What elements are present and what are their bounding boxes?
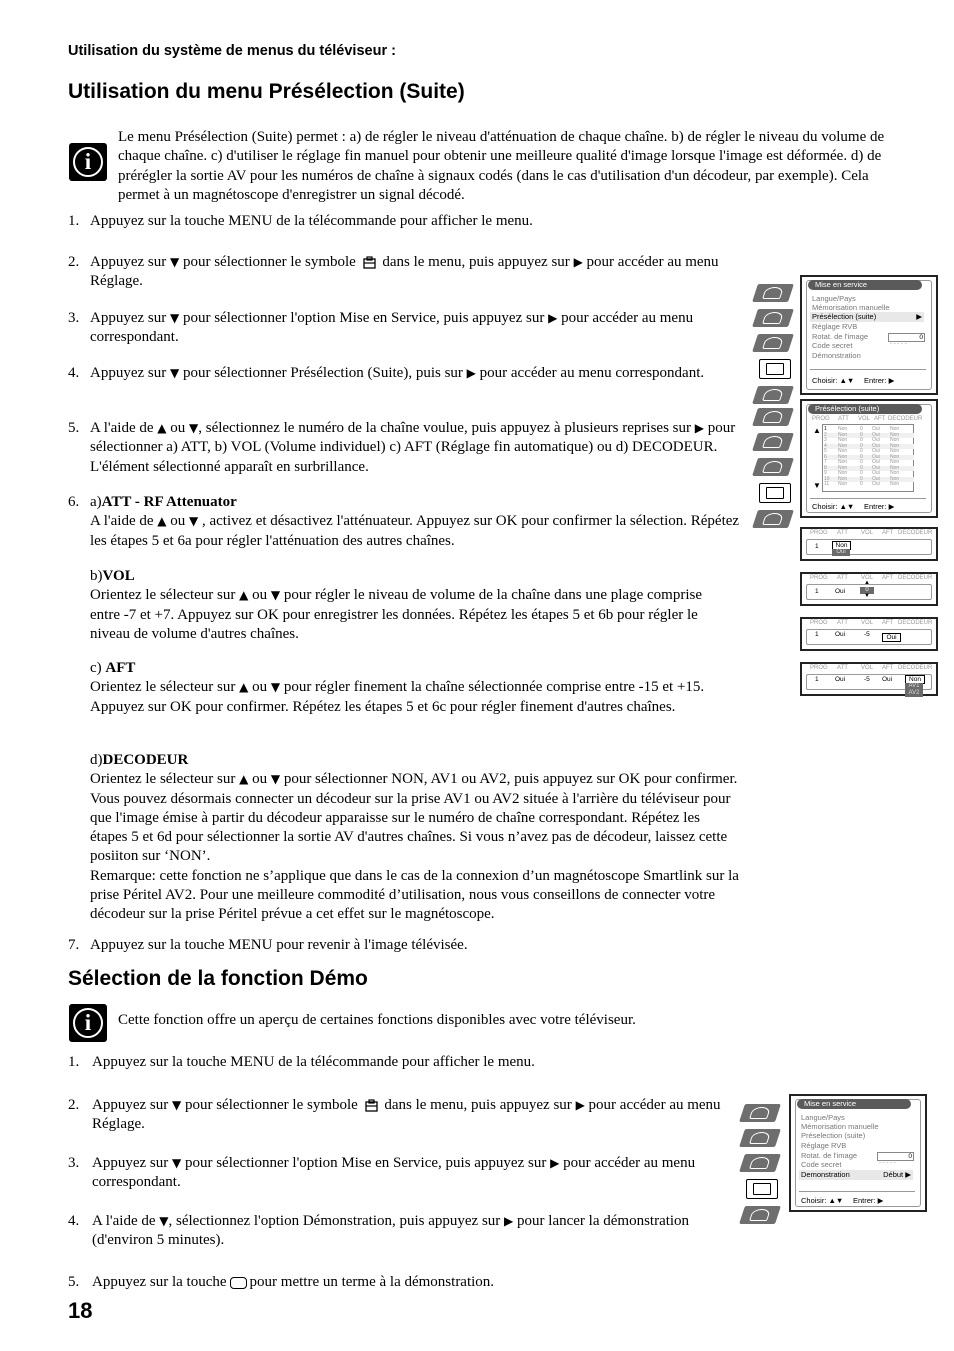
up-arrow-icon: ▲ [239, 588, 249, 603]
preset-cell: 0 [860, 481, 863, 487]
preset-cell: 0 [860, 464, 863, 471]
preset-cell: 4 [824, 442, 827, 449]
preset-cell: Non [838, 481, 848, 487]
osd-footer-choose: Choisir: ▲▼ [801, 1196, 844, 1205]
preset-cell: Non [890, 453, 900, 460]
step-6b: b)VOL Orientez le sélecteur sur ▲ ou ▼ pour régler le niveau de volume de la chaîne dans une plage comprise entre -7 et +7. Appuyez sur OK pour enregistrer les données. Répétez les étapes 5 et 6b pour régler le niveau de volume d'autres chaînes. [90, 568, 702, 642]
preset-cell: Non [838, 459, 848, 465]
step-3: Appuyez sur ▼ pour sélectionner l'option Mise en Service, puis appuyez sur ▶ pour accéder au menu correspondant. [90, 310, 694, 346]
down-arrow-icon: ▼ [169, 366, 180, 380]
setup-icon [759, 483, 791, 503]
preset-cell: 0 [860, 426, 863, 432]
step-number: 6. [68, 494, 80, 510]
section-title-preselection: Utilisation du menu Présélection (Suite) [68, 80, 465, 103]
scroll-down-icon: ▼ [813, 481, 821, 490]
preset-cell: Non [838, 442, 848, 449]
features-icon [752, 458, 794, 476]
intro-paragraph: Le menu Présélection (Suite) permet : a) de régler le niveau d'atténuation de chaque chaîne. b) de régler le niveau du volume de chaque chaîne. c) d'utiliser le réglage fin manuel pour obtenir une meilleure qualité d'image lorsque l'image est déformée. d) de prérégler la sortie AV pour les numéros de chaîne à signaux codés (dans le cas d'utilisation d'un décodeur, par exemple). Cela permet à un magnétoscope d'enregistrer un signal décodé. [118, 129, 885, 203]
setup-icon [746, 1179, 778, 1199]
code-value: - - - - - [879, 1160, 896, 1166]
down-arrow-icon: ▼ [169, 255, 180, 269]
preset-cell: Non [838, 426, 848, 432]
picture-icon [739, 1104, 781, 1122]
preset-cell: Non [838, 464, 848, 471]
demo-step-2: Appuyez sur ▼ pour sélectionner le symbole dans le menu, puis appuyez sur ▶ pour accéder au menu Réglage. [92, 1097, 721, 1133]
menu-icon-stack [755, 284, 795, 411]
preset-cell: Oui [872, 437, 880, 443]
down-arrow-icon: ▼ [270, 772, 281, 787]
scroll-up-icon: ▲ [813, 426, 821, 435]
features-icon [739, 1154, 781, 1172]
down-arrow-icon: ▼ [171, 1098, 182, 1112]
setup-toolbox-icon [365, 1099, 378, 1112]
right-arrow-icon: ▶ [575, 1098, 585, 1112]
menu-icon-stack [742, 1104, 782, 1231]
step-number: 7. [68, 937, 80, 953]
step-2: Appuyez sur ▼ pour sélectionner le symbole dans le menu, puis appuyez sur ▶ pour accéder au menu Réglage. [90, 254, 719, 290]
demo-step-1: Appuyez sur la touche MENU de la télécommande pour afficher le menu. [92, 1054, 535, 1070]
code-value: - - - - - [890, 341, 907, 347]
preset-cell: 8 [824, 464, 827, 471]
vol-highlight: 0 [860, 587, 874, 594]
preset-cell: 0 [860, 448, 863, 454]
picture-icon [752, 284, 794, 302]
osd-demo-menu: Mise en service Langue/Pays Mémorisation manuelle Préselection (suite) Réglage RVB Rotat. de l'image 0 Code secret - - - - - Demonstration Début ▶ Choisir: ▲▼ Entrer: ▶ [789, 1094, 927, 1212]
preset-cell: Non [890, 459, 900, 465]
osd-item-selected: Présélection (suite) ▶ [812, 312, 922, 321]
osd-footer-enter: Entrer: ▶ [864, 502, 895, 511]
up-arrow-icon: ▲ [239, 772, 249, 787]
preset-cell: Non [890, 437, 900, 443]
step-6d: d)DECODEUR Orientez le sélecteur sur ▲ ou ▼ pour sélectionner NON, AV1 ou AV2, puis appuyez sur OK pour confirmer. Vous pouvez désormais connecter un décodeur sur la prise AV1 ou AV2 située à l'arrière du téléviseur pour que l'image émise à partir du décodeur apparaisse sur le numéro de chaîne correspondant. Répétez les étapes 5 et 6d pour sélectionner la sortie AV d'autres chaînes. Si vous n’avez pas de décodeur, laissez cette posiiton sur ‘NON’. Remarque: cette fonction ne s’applique que dans le cas de la connexion d’un magnétoscope Smartlink sur la prise Péritel AV2. Pour une meilleure commodité d’utilisation, nous vous conseillons de connecter votre décodeur sur la prise Péritel prévue a cet effet sur le magnétoscope. [90, 752, 739, 923]
step-number: 4. [68, 365, 80, 381]
step-4: Appuyez sur ▼ pour sélectionner Présélection (Suite), puis sur ▶ pour accéder au menu correspondant. [90, 365, 705, 381]
preset-cell: Oui [872, 475, 880, 482]
demo-step-4: A l'aide de ▼, sélectionnez l'option Démonstration, puis appuyez sur ▶ pour lancer la démonstration (d'environ 5 minutes). [92, 1213, 690, 1249]
preset-cell: Oui [872, 426, 880, 432]
up-arrow-icon: ▲ [157, 514, 167, 529]
preset-cell: Non [890, 442, 900, 449]
step-number: 4. [68, 1213, 80, 1229]
preset-cell: 6 [824, 453, 827, 460]
preset-cell: Non [890, 470, 900, 476]
rotation-value: 0 [877, 1152, 914, 1161]
preset-cell: 0 [860, 453, 863, 460]
osd-strip-aft: PROG ATT VOL AFT DECODEUR 1 Oui -5 Oui [800, 617, 938, 651]
right-arrow-icon: ▶ [466, 366, 476, 380]
info-icon: i [69, 1004, 107, 1042]
up-arrow-icon: ▲ [239, 680, 249, 695]
right-arrow-icon: ▶ [504, 1214, 514, 1228]
preset-cell: 1 [824, 426, 827, 432]
step-number: 1. [68, 213, 80, 229]
demo-intro-paragraph: Cette fonction offre un aperçu de certaines fonctions disponibles avec votre téléviseur. [118, 1012, 636, 1028]
preset-cell: Oui [872, 464, 880, 471]
osd-footer-enter: Entrer: ▶ [864, 376, 895, 385]
preset-cell: Non [890, 426, 900, 432]
sound-icon [752, 433, 794, 451]
osd-title: Présélection (suite) [808, 404, 922, 414]
preset-cell: 10 [824, 475, 830, 482]
att-highlight: Non [832, 541, 851, 550]
step-number: 2. [68, 254, 80, 270]
preset-cell: 11 [824, 481, 830, 487]
page-number: 18 [68, 1298, 93, 1323]
preset-cell: Non [838, 448, 848, 454]
down-arrow-icon: ▼ [159, 1214, 169, 1228]
menu-button-icon [230, 1277, 247, 1289]
osd-title: Mise en service [797, 1099, 911, 1109]
teletext-icon [752, 510, 794, 528]
preset-cell: Non [838, 470, 848, 476]
osd-item: Mémorisation manuelle [812, 303, 890, 312]
preset-cell: Non [890, 431, 900, 438]
sound-icon [752, 309, 794, 327]
osd-strip-vol: PROG ATT VOL AFT DECODEUR 1 Oui ▲ 0 ▼ [800, 572, 938, 606]
preset-cell: 0 [860, 442, 863, 449]
preset-cell: 0 [860, 475, 863, 482]
preset-cell: 3 [824, 437, 827, 443]
att-option: Oui [832, 549, 850, 556]
preset-cell: Oui [872, 431, 880, 438]
osd-item-selected: Demonstration Début ▶ [801, 1170, 911, 1179]
osd-preselection-menu: Présélection (suite) PROG ATT VOL AFT DECODEUR ▲ ▼ 1 Non 0 Oui Non 2 Non 0 Oui Non 3 Non 0 Oui Non 4 Non 0 Oui Non 5 Non 0 Oui Non 6 Non 0 Oui Non 7 Non 0 Oui Non 8 Non 0 Oui Non 9 Non 0 Oui Non 10 Non 0 Oui Non 11 Non 0 Oui Non Choisir: ▲▼ Entrer: ▶ [800, 399, 938, 518]
preset-cell: Non [890, 475, 900, 482]
chapter-heading: Utilisation du système de menus du téléviseur : [68, 43, 396, 59]
step-number: 2. [68, 1097, 80, 1113]
right-arrow-icon: ▶ [550, 1156, 560, 1170]
step-5: A l'aide de ▲ ou ▼, sélectionnez le numéro de la chaîne voulue, puis appuyez à plusieurs reprises sur ▶ pour sélectionner a) ATT, b) VOL (Volume individuel) c) AFT (Réglage fin automatique) ou d) DECODEUR. L'élément sélectionné apparaît en surbrillance. [90, 420, 736, 475]
preset-cell: 2 [824, 431, 827, 438]
teletext-icon [752, 386, 794, 404]
preset-cell: Non [838, 437, 848, 443]
osd-item: Réglage RVB [812, 322, 858, 331]
osd-footer-enter: Entrer: ▶ [853, 1196, 884, 1205]
osd-title: Mise en service [808, 280, 922, 290]
preset-cell: Non [890, 481, 900, 487]
demo-step-3: Appuyez sur ▼ pour sélectionner l'option Mise en Service, puis appuyez sur ▶ pour accéder au menu correspondant. [92, 1155, 696, 1191]
preset-cell: Oui [872, 481, 880, 487]
right-arrow-icon: ▶ [548, 311, 558, 325]
setup-icon [759, 359, 791, 379]
step-number: 5. [68, 420, 80, 436]
decoder-option: AV2 [905, 690, 923, 697]
down-arrow-icon: ▼ [189, 514, 199, 529]
picture-icon [752, 408, 794, 426]
menu-icon-stack [755, 408, 795, 535]
info-icon: i [69, 143, 107, 181]
preset-cell: Non [838, 431, 848, 438]
features-icon [752, 334, 794, 352]
preset-cell: 0 [860, 437, 863, 443]
preset-cell: Non [838, 453, 848, 460]
down-arrow-icon: ▼ [270, 588, 281, 603]
down-arrow-icon: ▼ [189, 421, 199, 435]
preset-cell: 0 [860, 470, 863, 476]
step-1: Appuyez sur la touche MENU de la télécommande pour afficher le menu. [90, 213, 533, 229]
up-arrow-icon: ▲ [157, 421, 167, 435]
decoder-highlight: Non [905, 675, 925, 684]
step-6c: c) AFT Orientez le sélecteur sur ▲ ou ▼ pour régler finement la chaîne sélectionnée comprise entre -15 et +15. Appuyez sur OK pour confirmer. Répétez les étapes 5 et 6c pour régler finement d'autres chaînes. [90, 660, 705, 715]
demo-step-5: Appuyez sur la touche pour mettre un terme à la démonstration. [92, 1274, 495, 1290]
osd-item: Langue/Pays [812, 294, 856, 303]
aft-highlight: Oui [882, 633, 901, 642]
preset-cell: Oui [872, 459, 880, 465]
step-number: 5. [68, 1274, 80, 1290]
osd-item: Code secret [812, 341, 853, 350]
osd-footer-choose: Choisir: ▲▼ [812, 502, 855, 511]
step-number: 3. [68, 310, 80, 326]
osd-strip-att: PROG ATT VOL AFT DECODEUR 1 Non Oui [800, 527, 938, 561]
down-arrow-icon: ▼ [270, 680, 281, 695]
preset-cell: Non [890, 464, 900, 471]
setup-toolbox-icon [363, 256, 376, 269]
preset-cell: Non [890, 448, 900, 454]
preset-cell: 9 [824, 470, 827, 476]
preset-cell: Oui [872, 448, 880, 454]
preset-cell: 0 [860, 459, 863, 465]
section-title-demo: Sélection de la fonction Démo [68, 967, 368, 990]
step-6a: a)ATT - RF Attenuator A l'aide de ▲ ou ▼ , activez et désactivez l'atténuateur. Appuyez sur OK pour confirmer la sélection. Répétez les étapes 5 et 6a pour régler l'atténuation des autres chaînes. [90, 494, 740, 549]
osd-footer-choose: Choisir: ▲▼ [812, 376, 855, 385]
rotation-value: 0 [888, 333, 925, 342]
down-arrow-icon: ▼ [171, 1156, 182, 1170]
step-7: Appuyez sur la touche MENU pour revenir à l'image télévisée. [90, 937, 468, 953]
preset-cell: 7 [824, 459, 827, 465]
preset-cell: 5 [824, 448, 827, 454]
step-number: 1. [68, 1054, 80, 1070]
preset-cell: Non [838, 475, 848, 482]
osd-setup-menu [800, 275, 938, 395]
preset-cell: Oui [872, 442, 880, 449]
preset-cell: 0 [860, 431, 863, 438]
osd-item: Rotat. de l'image [812, 332, 869, 341]
step-number: 3. [68, 1155, 80, 1171]
sound-icon [739, 1129, 781, 1147]
preset-row [824, 482, 914, 488]
osd-strip-decoder: PROG ATT VOL AFT DECODEUR 1 Oui -5 Oui Non AV1 AV2 [800, 662, 938, 696]
preset-cell: Oui [872, 470, 880, 476]
preset-cell: Oui [872, 453, 880, 460]
down-arrow-icon: ▼ [169, 311, 180, 325]
teletext-icon [739, 1206, 781, 1224]
osd-item: Démonstration [812, 351, 861, 360]
decoder-option: AV1 [905, 683, 923, 690]
right-arrow-icon: ▶ [694, 421, 704, 435]
right-arrow-icon: ▶ [573, 255, 583, 269]
